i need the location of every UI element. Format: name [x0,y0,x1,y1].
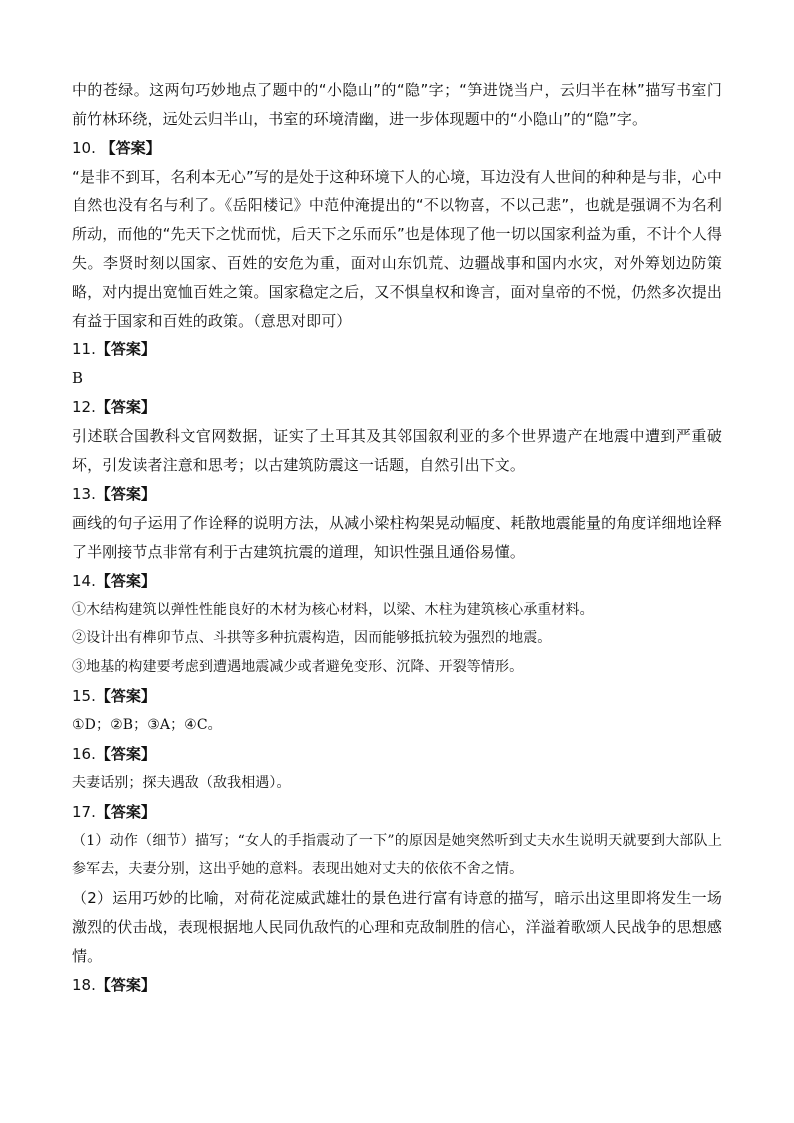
answer-label: 【答案】 [95,571,156,590]
answer-text-13: 画线的句子运用了作诠释的说明方法，从减小梁柱构架晃动幅度、耗散地震能量的角度详细地诠释了半刚接节点非常有利于古建筑抗震的道理，知识性强且通俗易懂。 [72,513,722,561]
answer-text-14-item-2: ②设计出有榫卯节点、斗拱等多种抗震构造，因而能够抵抗较为强烈的地震。 [72,630,552,647]
question-number: 15. [72,686,96,705]
question-number: 11. [72,340,96,359]
question-number: 12. [72,398,96,417]
answer-text-17-part-1: （1）动作（细节）描写；“女人的手指震动了一下”的原因是她突然听到丈夫水生说明天就要到大部队上参军去，夫妻分别，这出乎她的意料。表现出她对丈夫的依依不舍之情。 [72,832,722,878]
answer-label: 【答案】 [95,975,156,994]
answer-label: 【答案】 [95,340,156,359]
answer-heading-12 [72,393,722,422]
answer-heading-18 [72,971,722,1000]
answer-heading-13 [72,480,722,509]
answer-heading-11 [72,335,722,364]
answer-heading-16 [72,740,722,769]
answer-heading-15 [72,682,722,711]
document-page [72,76,722,1000]
answer-text-14-item-1: ①木结构建筑以弹性性能良好的木材为核心材料，以梁、木柱为建筑核心承重材料。 [72,601,594,618]
answer-heading-17 [72,798,722,827]
answer-text-16: 夫妻话别；探夫遇敌（敌我相遇）。 [72,774,291,791]
answer-label: 【答案】 [95,398,156,417]
question-number: 14. [72,571,96,590]
paragraph-continuation: 中的苍绿。这两句巧妙地点了题中的“小隐山”的“隐”字；“笋进饶当户，云归半在林”描写书室门前竹林环绕，远处云归半山，书室的环境清幽，进一步体现题中的“小隐山”的“隐”字。 [72,81,722,128]
answer-text-12: 引述联合国教科文官网数据，证实了土耳其及其邻国叙利亚的多个世界遗产在地震中遭到严重破坏，引发读者注意和思考；以古建筑防震这一话题，自然引出下文。 [72,427,722,475]
question-number: 16. [72,744,96,763]
answer-label: 【答案】 [95,744,156,763]
answer-heading-10 [72,134,722,163]
question-number: 10. [72,138,101,157]
answer-label: 【答案】 [95,802,156,821]
question-number: 17. [72,802,96,821]
answer-text-11: B [72,369,84,388]
question-number: 18. [72,975,96,994]
answer-text-14-item-3: ③地基的构建要考虑到遭遇地震减少或者避免变形、沉降、开裂等情形。 [72,659,524,676]
answer-label: 【答案】 [100,138,161,157]
answer-label: 【答案】 [95,484,156,503]
answer-text-15: ①D；②B；③A；④C。 [72,716,222,733]
answer-heading-14 [72,567,722,596]
answer-text-17-part-2: （2）运用巧妙的比喻，对荷花淀威武雄壮的景色进行富有诗意的描写，暗示出这里即将发生一场激烈的伏击战，表现根据地人民同仇敌忾的心理和克敌制胜的信心，洋溢着歌颂人民战争的思想感情。 [72,889,722,965]
answer-text-10: “是非不到耳，名利本无心”写的是处于这种环境下人的心境，耳边没有人世间的种种是与非，心中自然也没有名与利了。《岳阳楼记》中范仲淹提出的“不以物喜，不以己悲”，也就是强调不为名利所动，而他的“先天下之忧而忧，后天下之乐而乐”也是体现了他一切以国家利益为重，不计个人得失。李贤时刻以国家、百姓的安危为重，面对山东饥荒、边疆战事和国内水灾，对外筹划边防策略，对内提出宽恤百姓之策。国家稳定之后，又不惧皇权和谗言，面对皇帝的不悦，仍然多次提出有益于国家和百姓的政策。（意思对即可） [72,167,722,330]
answer-label: 【答案】 [95,686,156,705]
question-number: 13. [72,484,96,503]
